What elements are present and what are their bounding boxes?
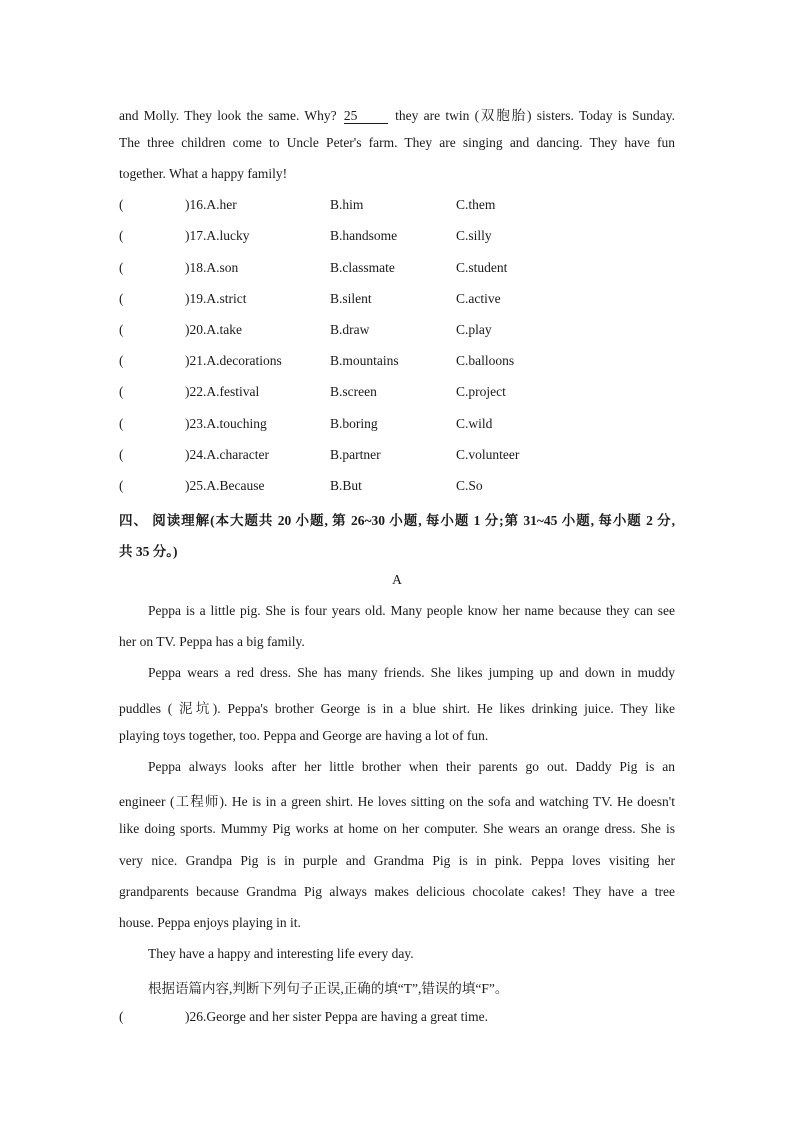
option-c: C.project — [456, 384, 506, 399]
option-a: )16.A.her — [185, 197, 237, 212]
option-c: C.volunteer — [456, 447, 520, 462]
section-heading: 四、 阅读理解(本大题共 20 小题, 第 26~30 小题, 每小题 1 分;第 31~45 小题, 每小题 2 分, — [119, 513, 675, 528]
option-c: C.balloons — [456, 353, 515, 368]
option-a: )17.A.lucky — [185, 228, 250, 243]
option-c: C.So — [456, 478, 483, 493]
question-row-22 — [119, 384, 675, 402]
reading-line: her on TV. Peppa has a big family. — [119, 634, 305, 649]
question-row-21 — [119, 353, 675, 371]
option-c: C.play — [456, 322, 492, 337]
option-b: B.him — [330, 197, 364, 212]
option-a: )20.A.take — [185, 322, 242, 337]
option-c: C.active — [456, 291, 501, 306]
reading-line: Peppa wears a red dress. She has many friends. She likes jumping up and down in muddy — [148, 665, 675, 680]
reading-line: engineer (工程师). He is in a green shirt. He loves sitting on the sofa and watching TV. He doesn't — [119, 794, 675, 809]
answer-paren: ( — [119, 353, 124, 368]
reading-line: house. Peppa enjoys playing in it. — [119, 915, 301, 930]
passage-line-2: The three children come to Uncle Peter's farm. They are singing and dancing. They have fun — [119, 135, 675, 150]
passage-text: they are twin (双胞胎) sisters. Today is Sunday. — [395, 108, 675, 123]
answer-paren: ( — [119, 291, 124, 306]
option-c: C.them — [456, 197, 496, 212]
answer-paren: ( — [119, 447, 124, 462]
option-b: B.silent — [330, 291, 372, 306]
section-heading-cont: 共 35 分。) — [119, 544, 178, 559]
reading-line: Peppa always looks after her little brother when their parents go out. Daddy Pig is an — [148, 759, 675, 774]
option-a: )24.A.character — [185, 447, 269, 462]
passage-line-3: together. What a happy family! — [119, 166, 288, 181]
question-row-19 — [119, 291, 675, 309]
answer-blank-25: 25 — [344, 108, 388, 124]
option-c: C.wild — [456, 416, 493, 431]
answer-paren: ( — [119, 384, 124, 399]
option-b: B.classmate — [330, 260, 395, 275]
question-row-23 — [119, 416, 675, 434]
question-row-25 — [119, 478, 675, 496]
instruction-text: 根据语篇内容,判断下列句子正误,正确的填“T”,错误的填“F”。 — [148, 981, 509, 996]
option-b: B.boring — [330, 416, 378, 431]
answer-paren: ( — [119, 322, 124, 337]
option-a: )25.A.Because — [185, 478, 265, 493]
option-b: B.handsome — [330, 228, 398, 243]
passage-text: and Molly. They look the same. Why? — [119, 108, 337, 123]
reading-line: like doing sports. Mummy Pig works at home on her computer. She wears an orange dress. She is — [119, 821, 675, 836]
option-b: B.mountains — [330, 353, 399, 368]
reading-line: Peppa is a little pig. She is four years old. Many people know her name because they can see — [148, 603, 675, 618]
option-b: B.draw — [330, 322, 370, 337]
passage-label: A — [392, 572, 402, 587]
option-a: )22.A.festival — [185, 384, 260, 399]
question-row-26 — [119, 1009, 675, 1027]
reading-line: puddles ( 泥坑). Peppa's brother George is in a blue shirt. He likes drinking juice. They like — [119, 701, 675, 716]
reading-line: grandparents because Grandma Pig always makes delicious chocolate cakes! They have a tree — [119, 884, 675, 899]
question-row-18 — [119, 260, 675, 278]
question-text: )26.George and her sister Peppa are having a great time. — [185, 1009, 489, 1024]
answer-paren: ( — [119, 228, 124, 243]
reading-line: playing toys together, too. Peppa and George are having a lot of fun. — [119, 728, 489, 743]
option-c: C.student — [456, 260, 508, 275]
answer-paren: ( — [119, 478, 124, 493]
option-c: C.silly — [456, 228, 492, 243]
option-b: B.But — [330, 478, 362, 493]
option-a: )19.A.strict — [185, 291, 247, 306]
reading-line: very nice. Grandpa Pig is in purple and Grandma Pig is in pink. Peppa loves visiting her — [119, 853, 675, 868]
option-b: B.screen — [330, 384, 377, 399]
question-row-24 — [119, 447, 675, 465]
reading-line: They have a happy and interesting life every day. — [148, 946, 414, 961]
option-a: )23.A.touching — [185, 416, 267, 431]
answer-paren: ( — [119, 197, 124, 212]
option-b: B.partner — [330, 447, 381, 462]
option-a: )18.A.son — [185, 260, 239, 275]
question-row-16 — [119, 197, 675, 215]
answer-paren: ( — [119, 416, 124, 431]
passage-line-1 — [119, 104, 675, 124]
option-a: )21.A.decorations — [185, 353, 282, 368]
answer-paren: ( — [119, 260, 124, 275]
question-row-20 — [119, 322, 675, 340]
question-row-17 — [119, 228, 675, 246]
answer-paren: ( — [119, 1009, 124, 1024]
